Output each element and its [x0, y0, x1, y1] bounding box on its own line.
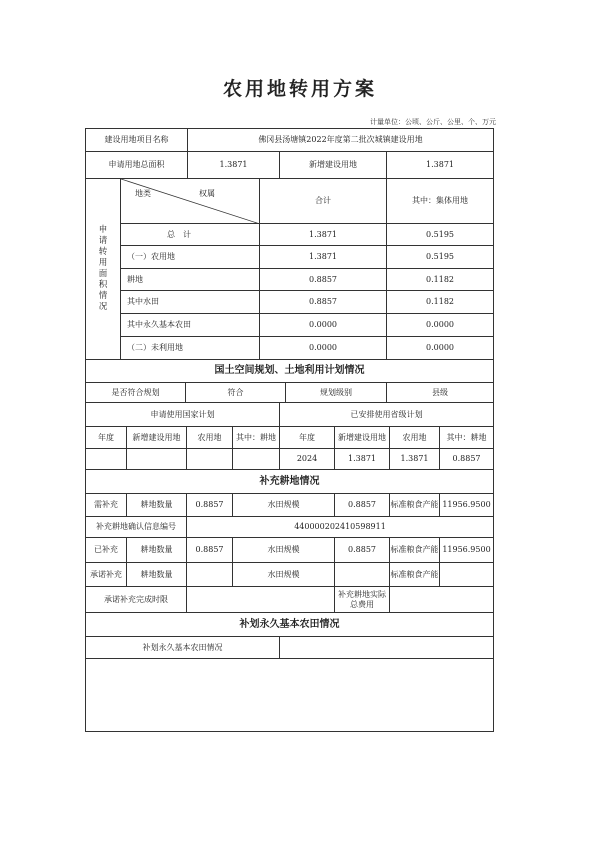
conversion-side-label — [86, 179, 121, 360]
supp-grain: 11956.9500 — [440, 538, 493, 563]
planning-section-title: 国土空间规划、土地利用计划情况 — [86, 360, 493, 383]
conform-label: 是否符合规划 — [86, 383, 186, 403]
conv-row-total: 0.0000 — [260, 337, 387, 360]
provincial-plan-label: 已安排使用省级计划 — [280, 403, 493, 427]
supp-area: 0.8857 — [187, 538, 233, 563]
deadline-value — [187, 587, 335, 613]
supp-type: 承诺补充 — [86, 563, 127, 587]
conform-value: 符合 — [186, 383, 286, 403]
project-value: 佛冈县汤塘镇2022年度第二批次城镇建设用地 — [188, 129, 493, 152]
supp-paddy-label: 水田规模 — [233, 494, 335, 517]
conv-row-collective: 0.0000 — [387, 337, 493, 360]
supp-area — [187, 563, 233, 587]
conv-row-label: 耕地 — [121, 269, 260, 291]
new-construction-value: 1.3871 — [387, 152, 493, 179]
plan-value: 1.3871 — [335, 449, 390, 470]
conv-row-collective: 0.1182 — [387, 291, 493, 314]
plan-col-header: 新增建设用地 — [335, 427, 390, 449]
conv-row-total: 0.8857 — [260, 291, 387, 314]
national-plan-label: 申请使用国家计划 — [86, 403, 280, 427]
diagonal-line — [121, 179, 260, 224]
plan-col-header: 农用地 — [187, 427, 233, 449]
supp-area-label: 耕地数量 — [127, 538, 187, 563]
supplement-section-title: 补充耕地情况 — [86, 470, 493, 494]
supp-paddy-label: 水田规模 — [233, 538, 335, 563]
plan-col-header: 年度 — [280, 427, 335, 449]
supp-grain-label: 标准粮食产能 — [390, 563, 440, 587]
cost-value — [390, 587, 493, 613]
conv-row-label: 其中永久基本农田 — [121, 314, 260, 337]
conv-row-label: （二）未利用地 — [121, 337, 260, 360]
conv-row-collective: 0.1182 — [387, 269, 493, 291]
conv-row-label: 总 计 — [121, 224, 260, 246]
supp-type: 需补充 — [86, 494, 127, 517]
total-area-value: 1.3871 — [188, 152, 280, 179]
supp-grain-label: 标准粮食产能 — [390, 494, 440, 517]
plan-col-header: 其中：耕地 — [233, 427, 280, 449]
total-area-label: 申请用地总面积 — [86, 152, 188, 179]
diagonal-header — [121, 179, 260, 224]
diag-left-label: 地类 — [135, 189, 151, 198]
plan-col-header: 新增建设用地 — [127, 427, 187, 449]
supp-grain-label: 标准粮食产能 — [390, 538, 440, 563]
plan-value — [127, 449, 187, 470]
plan-col-header: 年度 — [86, 427, 127, 449]
cost-label: 补充耕地实际总费用 — [335, 587, 390, 613]
project-label: 建设用地项目名称 — [86, 129, 188, 152]
plan-col-header: 其中：耕地 — [440, 427, 493, 449]
plan-value: 2024 — [280, 449, 335, 470]
page-title: 农用地转用方案 — [222, 78, 377, 100]
conv-row-label: （一）农用地 — [121, 246, 260, 269]
col-total-header: 合计 — [260, 179, 387, 224]
farmland-blank-area — [86, 659, 493, 731]
plan-value: 0.8857 — [440, 449, 493, 470]
conv-row-total: 0.8857 — [260, 269, 387, 291]
supp-grain: 11956.9500 — [440, 494, 493, 517]
plan-col-header: 农用地 — [390, 427, 440, 449]
farmland-label: 补划永久基本农田情况 — [86, 637, 280, 659]
deadline-label: 承诺补充完成时限 — [86, 587, 187, 613]
supp-paddy — [335, 563, 390, 587]
unit-note: 计量单位：公顷、公斤、公里、个、万元 — [370, 118, 496, 126]
conv-row-collective: 0.0000 — [387, 314, 493, 337]
supp-paddy: 0.8857 — [335, 538, 390, 563]
supp-area: 0.8857 — [187, 494, 233, 517]
supp-area-label: 耕地数量 — [127, 494, 187, 517]
conv-row-total: 0.0000 — [260, 314, 387, 337]
farmland-value — [280, 637, 493, 659]
conv-row-total: 1.3871 — [260, 224, 387, 246]
supp-type: 已补充 — [86, 538, 127, 563]
supp-paddy: 0.8857 — [335, 494, 390, 517]
conv-row-label: 其中水田 — [121, 291, 260, 314]
supp-grain — [440, 563, 493, 587]
new-construction-label: 新增建设用地 — [280, 152, 387, 179]
confirm-label: 补充耕地确认信息编号 — [86, 517, 187, 538]
farmland-section-title: 补划永久基本农田情况 — [86, 613, 493, 637]
confirm-value: 440000202410598911 — [187, 517, 493, 538]
supp-area-label: 耕地数量 — [127, 563, 187, 587]
plan-value: 1.3871 — [390, 449, 440, 470]
plan-value — [86, 449, 127, 470]
diag-right-label: 权属 — [199, 189, 215, 198]
conv-row-collective: 0.5195 — [387, 224, 493, 246]
level-value: 县级 — [387, 383, 493, 403]
scheme-table — [85, 128, 494, 732]
supp-paddy-label: 水田规模 — [233, 563, 335, 587]
conversion-side-text: 申请转用面积情况 — [98, 225, 108, 312]
plan-value — [187, 449, 233, 470]
conv-row-collective: 0.5195 — [387, 246, 493, 269]
col-collective-header: 其中：集体用地 — [387, 179, 493, 224]
level-label: 规划级别 — [286, 383, 387, 403]
conv-row-total: 1.3871 — [260, 246, 387, 269]
plan-value — [233, 449, 280, 470]
